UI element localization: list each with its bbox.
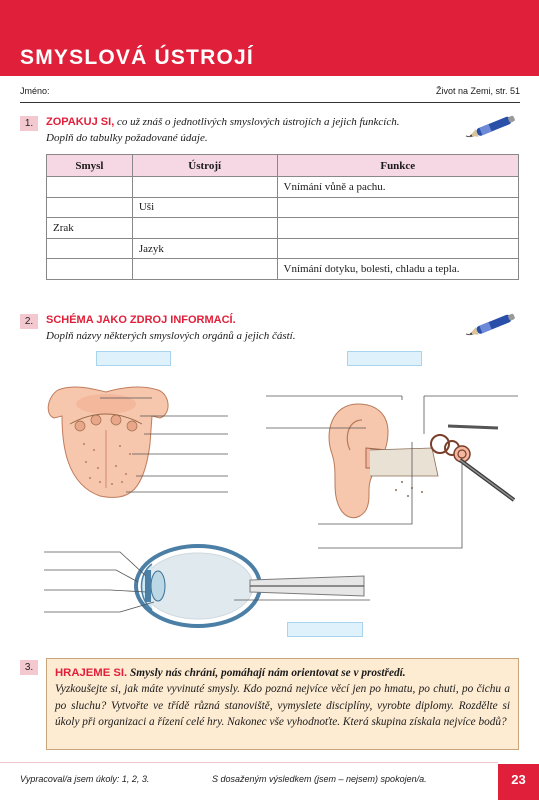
table-header-cell: Smysl xyxy=(47,155,133,177)
table-cell[interactable] xyxy=(47,197,133,218)
page-number: 23 xyxy=(498,764,539,800)
textbook-reference: Život na Zemi, str. 51 xyxy=(435,86,520,96)
task1-heading xyxy=(46,116,399,128)
table-cell: Vnímání dotyku, bolesti, chladu a tepla. xyxy=(277,259,518,280)
table-cell[interactable] xyxy=(47,177,133,198)
senses-table xyxy=(46,154,519,280)
table-cell: Vnímání vůně a pachu. xyxy=(277,177,518,198)
task1-text1: co už znáš o jednotlivých smyslových ústrojích a jejich funkcích. xyxy=(114,116,400,128)
table-cell[interactable] xyxy=(277,238,518,259)
table-cell: Jazyk xyxy=(132,238,277,259)
tongue-title-answer-box[interactable] xyxy=(96,351,171,366)
pen-icon xyxy=(462,112,522,142)
pen-icon xyxy=(462,310,522,340)
tongue-diagram xyxy=(40,384,240,504)
task3-label: HRAJEME SI. xyxy=(55,667,128,679)
table-cell[interactable] xyxy=(132,177,277,198)
task1-number: 1. xyxy=(20,116,38,131)
table-header-cell: Funkce xyxy=(277,155,518,177)
task3-paragraph xyxy=(55,665,510,730)
table-cell[interactable] xyxy=(47,238,133,259)
table-row xyxy=(47,197,519,218)
eye-diagram xyxy=(42,540,372,630)
name-line xyxy=(20,102,520,103)
task3-body: Vyzkoušejte si, jak máte vyvinuté smysly. Kdo pozná nejvíce věcí jen po hmatu, po chuti, po čichu a po sluchu? Vytvořte ve třídě různá stanoviště, vymyslete disciplíny, vyrobte diplomy. Rozdělte si úkoly při organizaci a řízení celé hry. Nakonec vše vyhodnoťte. Která skupina získala nejvíce bodů? xyxy=(55,683,510,728)
meta-row xyxy=(0,82,539,102)
task3-lead: Smysly nás chrání, pomáhají nám orientovat se v prostředí. xyxy=(127,667,406,679)
table-cell: Zrak xyxy=(47,218,133,239)
table-header-cell: Ústrojí xyxy=(132,155,277,177)
table-row xyxy=(47,218,519,239)
ear-diagram xyxy=(262,392,524,552)
footer-satisfaction: S dosaženým výsledkem (jsem – nejsem) spokojen/a. xyxy=(212,774,427,784)
table-row xyxy=(47,259,519,280)
task2-text: Doplň názvy některých smyslových orgánů a jejich částí. xyxy=(46,330,296,342)
ear-title-answer-box[interactable] xyxy=(347,351,422,366)
task2-heading xyxy=(46,314,236,326)
table-cell[interactable] xyxy=(132,218,277,239)
task2-label: SCHÉMA JAKO ZDROJ INFORMACÍ. xyxy=(46,314,236,326)
task1-label: ZOPAKUJ SI, xyxy=(46,116,115,128)
task1-text2: Doplň do tabulky požadované údaje. xyxy=(46,132,208,144)
table-cell[interactable] xyxy=(277,197,518,218)
name-label: Jméno: xyxy=(20,86,50,96)
table-cell: Uši xyxy=(132,197,277,218)
table-cell[interactable] xyxy=(132,259,277,280)
task2-number: 2. xyxy=(20,314,38,329)
table-cell[interactable] xyxy=(277,218,518,239)
table-header-row xyxy=(47,155,519,177)
page-title: SMYSLOVÁ ÚSTROJÍ xyxy=(20,46,254,69)
task3-number: 3. xyxy=(20,660,38,675)
table-row xyxy=(47,177,519,198)
footer-line xyxy=(0,762,498,763)
footer-tasks-done: Vypracoval/a jsem úkoly: 1, 2, 3. xyxy=(20,774,150,784)
table-row xyxy=(47,238,519,259)
table-cell[interactable] xyxy=(47,259,133,280)
task3-box xyxy=(46,658,519,750)
